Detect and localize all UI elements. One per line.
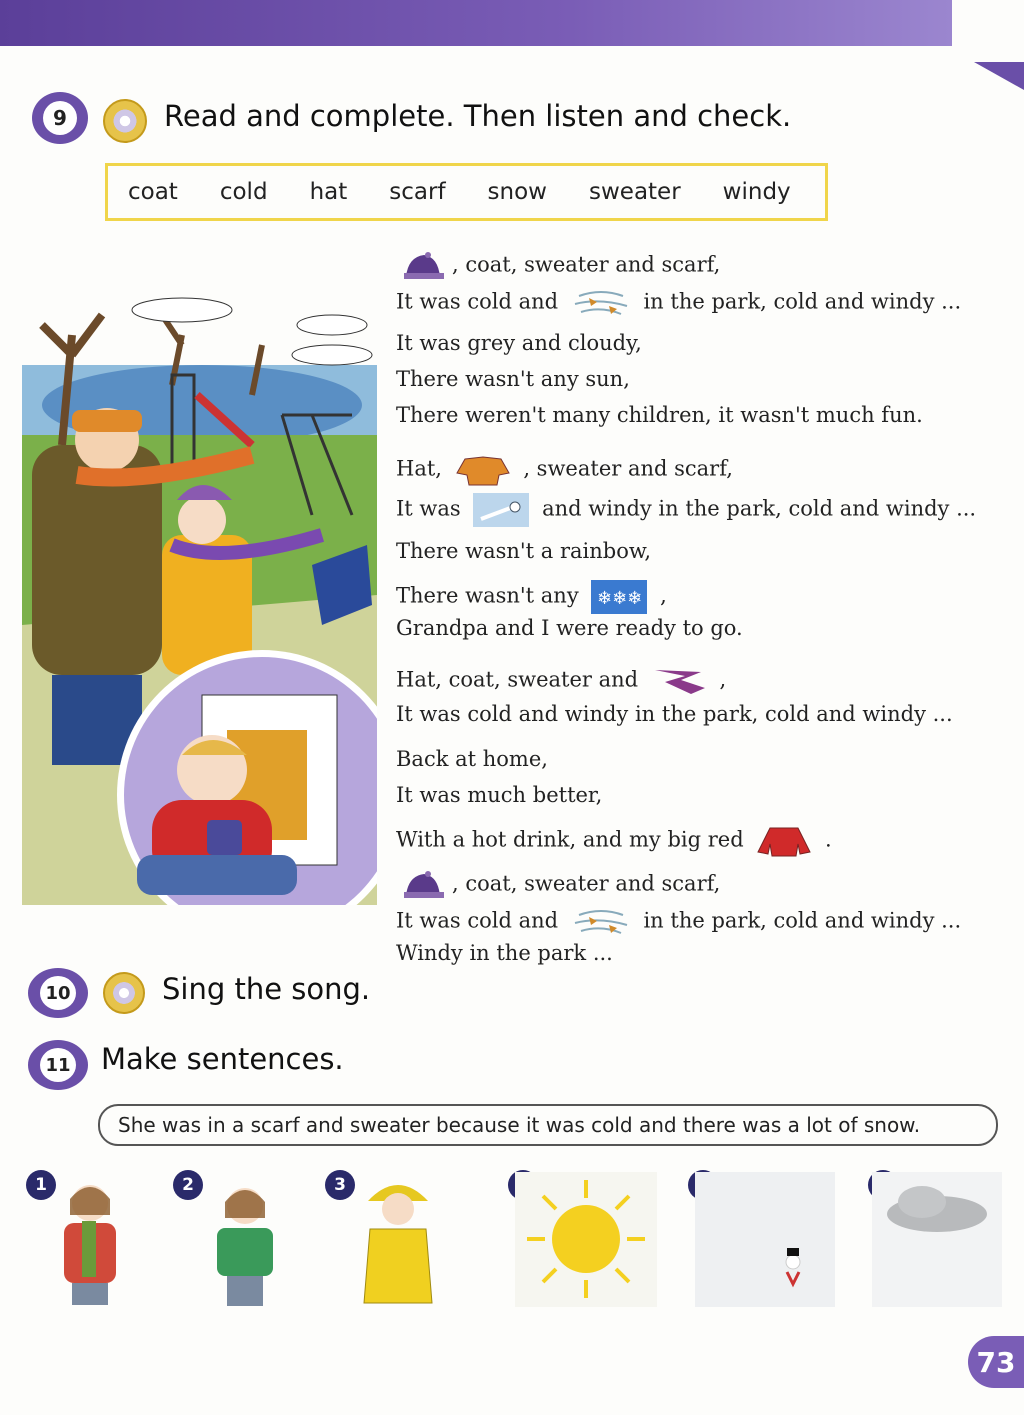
word-sweater: sweater (589, 179, 681, 205)
audio-cd-icon[interactable] (103, 99, 147, 143)
word-hat: hat (309, 179, 348, 205)
sunny-picture (515, 1172, 657, 1307)
page-corner-decoration (974, 62, 1024, 90)
example-speech-bubble: She was in a scarf and sweater because it was cold and there was a lot of snow. (98, 1104, 998, 1146)
prompt-badge-2: 2 (173, 1170, 203, 1200)
audio-cd-icon[interactable] (103, 972, 145, 1014)
exercise-9-badge: 9 (32, 92, 88, 144)
windy-icon (571, 905, 631, 939)
word-cold: cold (219, 179, 268, 205)
song-line-16: , coat, sweater and scarf, (396, 870, 720, 900)
song-line-4: There wasn't any sun, (396, 367, 630, 391)
exercise-9-instruction: Read and complete. Then listen and check. (164, 99, 792, 133)
song-line-7: It was and windy in the park, cold and windy ... (396, 493, 976, 527)
word-snow: snow (487, 179, 547, 205)
song-line-17: It was cold and in the park, cold and windy ... (396, 905, 961, 939)
cold-icon (473, 493, 529, 527)
song-line-15: With a hot drink, and my big red . (396, 824, 832, 858)
sweater-icon (756, 824, 812, 858)
song-line-10: Grandpa and I were ready to go. (396, 616, 743, 640)
song-line-12: It was cold and windy in the park, cold and windy ... (396, 702, 953, 726)
song-line-2: It was cold and in the park, cold and windy ... (396, 286, 961, 320)
svg-text:❄❄❄: ❄❄❄ (597, 588, 643, 609)
song-line-8: There wasn't a rainbow, (396, 539, 652, 563)
prompt-badge-1: 1 (26, 1170, 56, 1200)
coat-icon (455, 453, 511, 487)
prompt-badge-3: 3 (325, 1170, 355, 1200)
park-scene-illustration (22, 295, 377, 905)
song-line-18: Windy in the park ... (396, 941, 613, 965)
exercise-10-badge: 10 (28, 968, 88, 1018)
snow-icon (591, 580, 647, 614)
windy-icon (571, 286, 631, 320)
song-line-14: It was much better, (396, 783, 603, 807)
cloudy-picture (872, 1172, 1002, 1307)
exercise-10-instruction: Sing the song. (162, 972, 371, 1006)
girl-scarf-sweater-picture (50, 1175, 130, 1310)
song-line-13: Back at home, (396, 747, 548, 771)
song-line-3: It was grey and cloudy, (396, 331, 642, 355)
word-bank (105, 163, 828, 221)
girl-raincoat-picture (356, 1175, 440, 1310)
snowy-picture (695, 1172, 835, 1307)
song-line-1: , coat, sweater and scarf, (396, 251, 720, 281)
page-number: 73 (968, 1336, 1024, 1388)
hat-icon (402, 251, 446, 281)
girl-tshirt-picture (205, 1178, 285, 1310)
word-coat: coat (128, 179, 178, 205)
header-banner (0, 0, 952, 46)
exercise-11-instruction: Make sentences. (101, 1042, 344, 1076)
hat-icon (402, 870, 446, 900)
word-scarf: scarf (389, 179, 446, 205)
song-line-9: There wasn't any ❄❄❄ , (396, 580, 667, 614)
song-line-6: Hat, , sweater and scarf, (396, 453, 733, 487)
song-line-5: There weren't many children, it wasn't much fun. (396, 403, 923, 427)
song-line-11: Hat, coat, sweater and , (396, 666, 726, 696)
word-windy: windy (722, 179, 791, 205)
exercise-11-badge: 11 (28, 1040, 88, 1090)
scarf-icon (651, 666, 707, 696)
